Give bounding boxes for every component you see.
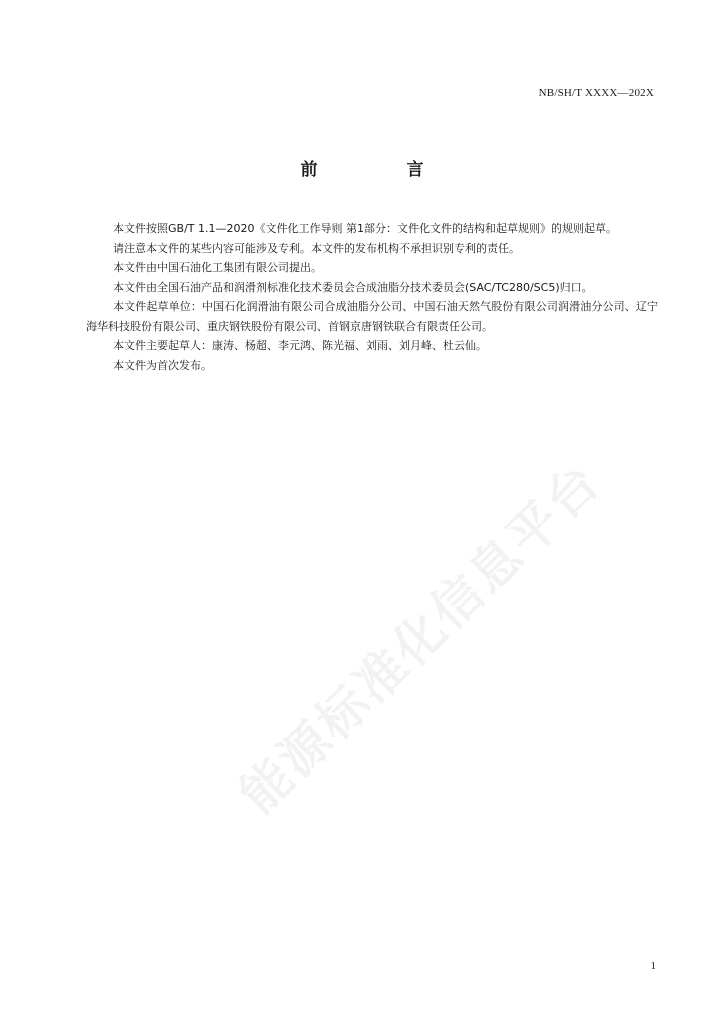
preface-paragraph: 本文件由中国石油化工集团有限公司提出。: [113, 261, 322, 274]
watermark: 能源标准化信息平台: [228, 451, 613, 825]
preface-paragraph: 本文件起草单位：中国石化润滑油有限公司合成油脂分公司、中国石油天然气股份有限公司润滑油分公司、辽宁海华科技股份有限公司、重庆钢铁股份有限公司、首钢京唐钢铁联合有限责任公司。: [86, 300, 658, 333]
preface-paragraph: 本文件由全国石油产品和润滑剂标准化技术委员会合成油脂分技术委员会(SAC/TC280/SC5)归口。: [113, 280, 593, 294]
preface-paragraph: 本文件按照GB/T 1.1—2020《文件化工作导则 第1部分：文件化文件的结构和起草规则》的规则起草。: [113, 222, 617, 235]
page-number: 1: [650, 960, 656, 972]
preface-paragraph: 请注意本文件的某些内容可能涉及专利。本文件的发布机构不承担识别专利的责任。: [113, 241, 520, 255]
preface-body: [86, 219, 658, 375]
standard-code: NB/SH/T XXXX—202X: [538, 87, 654, 99]
preface-paragraph: 本文件为首次发布。: [113, 358, 212, 372]
preface-paragraph: 本文件主要起草人：康涛、杨超、李元鸿、陈光福、刘雨、刘月峰、杜云仙。: [113, 339, 487, 352]
page-title: 前 言: [300, 160, 460, 180]
